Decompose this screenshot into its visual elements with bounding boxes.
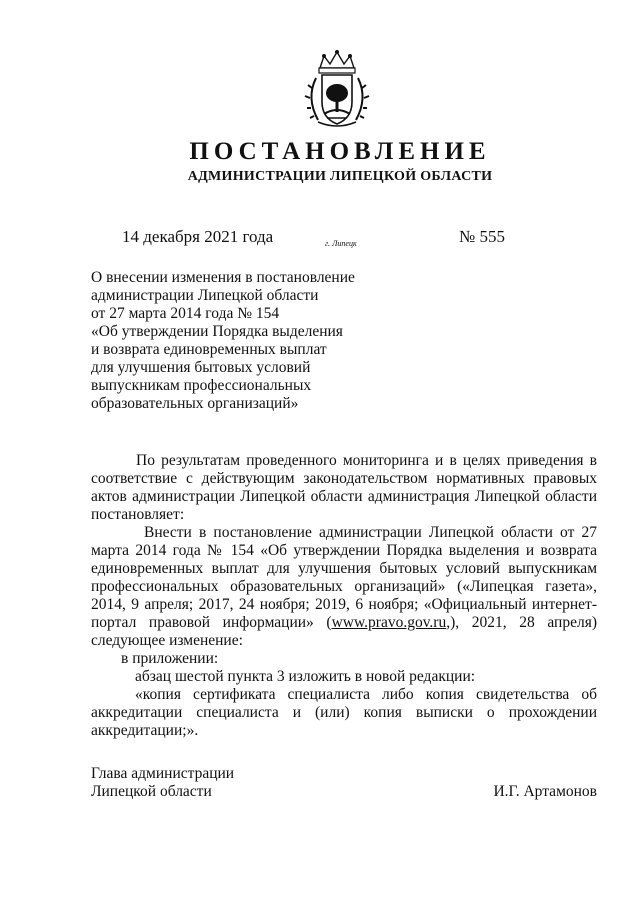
lipetsk-coat-of-arms-icon — [300, 48, 374, 128]
document-body — [91, 452, 597, 740]
subject-line: и возврата единовременных выплат — [91, 341, 327, 358]
subject-line: выпускникам профессиональных — [91, 377, 312, 394]
signature-position — [91, 765, 234, 801]
attachment-paragraph: в приложении: — [121, 650, 219, 667]
document-subtitle: АДМИНИСТРАЦИИ ЛИПЕЦКОЙ ОБЛАСТИ — [187, 169, 493, 184]
resolution-text-end: ,), 2021, 28 апреля) следующее изменение: — [91, 614, 597, 649]
preamble-paragraph: По результатам проведенного мониторинга и в целях приведения в соответствие с действующим законодательством нормативных правовых актов администрации Липецкой области администрация Липецкой области постановляет: — [91, 452, 597, 523]
subject-line: О внесении изменения в постановление — [91, 269, 355, 286]
document-city: г. Липецк — [325, 239, 357, 248]
subject-line: администрации Липецкой области — [91, 287, 319, 304]
amendment-paragraph: абзац шестой пункта 3 изложить в новой редакции: — [135, 668, 476, 685]
signature-name: И.Г. Артамонов — [493, 783, 597, 800]
subject-line: образовательных организаций» — [91, 395, 299, 412]
subject-line: «Об утверждении Порядка выделения — [91, 323, 343, 340]
document-number: № 555 — [459, 227, 505, 246]
subject-line: для улучшения бытовых условий — [91, 359, 311, 376]
new-text-paragraph: «копия сертификата специалиста либо копия свидетельства об аккредитации специалиста и (или) копия выписки о прохождении аккредитации;». — [91, 686, 597, 739]
resolution-text: Внести в постановление администрации Липецкой области от 27 марта 2014 года № 154 «Об утверждении Порядка выделения и возврата единовременных выплат для улучшения бытовых условий выпускникам профессиональных образовательных организаций» («Липецкая газета», 2014, 9 апреля; 2017, 24 ноября; 2019, 6 ноября; «Официальный интернет-портал правовой информации» ( — [91, 524, 597, 631]
signature-position-line: Липецкой области — [91, 783, 212, 800]
subject-line: от 27 марта 2014 года № 154 — [91, 305, 280, 322]
document-title: ПОСТАНОВЛЕНИЕ — [189, 138, 491, 165]
document-date: 14 декабря 2021 года — [122, 227, 274, 246]
document-subject — [91, 269, 355, 413]
pravo-gov-link[interactable]: www.pravo.gov.ru — [331, 614, 447, 631]
signature-position-line: Глава администрации — [91, 765, 235, 782]
resolution-paragraph — [91, 524, 597, 650]
